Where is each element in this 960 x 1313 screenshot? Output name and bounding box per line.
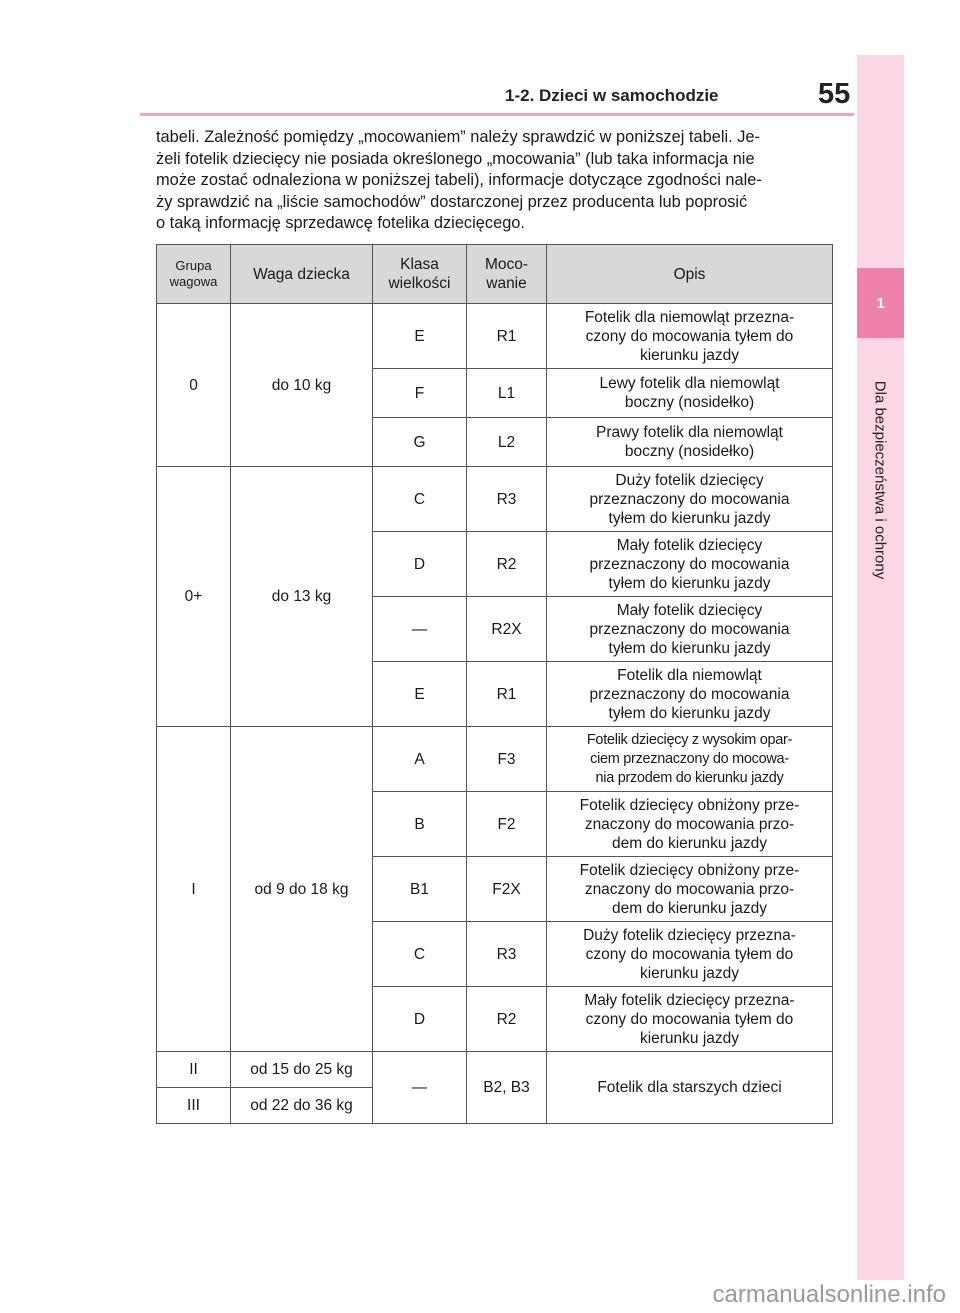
section-title: 1-2. Dzieci w samochodzie	[505, 86, 719, 105]
cell-size-class: C	[373, 922, 467, 987]
cell-description: Fotelik dla starszych dzieci	[547, 1052, 833, 1124]
side-tab	[857, 55, 904, 1280]
cell-fixture: L1	[467, 369, 547, 418]
cell-description: Duży fotelik dziecięcy przeznaczony do mocowania tyłem do kierunku jazdy	[547, 467, 833, 532]
cell-size-class: —	[373, 597, 467, 662]
cell-weight: od 22 do 36 kg	[231, 1088, 373, 1124]
header-group: Grupa wagowa	[157, 245, 231, 304]
intro-line: żeli fotelik dziecięcy nie posiada określonego „mocowania” (lub taka informacja nie	[156, 149, 755, 168]
cell-size-class: A	[373, 727, 467, 792]
cell-size-class: B1	[373, 857, 467, 922]
cell-fixture: F3	[467, 727, 547, 792]
cell-description: Fotelik dziecięcy obniżony prze- znaczony do mocowania przo- dem do kierunku jazdy	[547, 792, 833, 857]
cell-description: Duży fotelik dziecięcy przezna- czony do mocowania tyłem do kierunku jazdy	[547, 922, 833, 987]
cell-size-class: G	[373, 418, 467, 467]
cell-description: Fotelik dziecięcy obniżony prze- znaczony do mocowania przo- dem do kierunku jazdy	[547, 857, 833, 922]
table-row	[157, 304, 833, 369]
cell-description: Mały fotelik dziecięcy przezna- czony do mocowania tyłem do kierunku jazdy	[547, 987, 833, 1052]
cell-group: 0	[157, 304, 231, 467]
cell-description: Prawy fotelik dla niemowląt boczny (nosidełko)	[547, 418, 833, 467]
cell-fixture: F2	[467, 792, 547, 857]
cell-size-class: D	[373, 987, 467, 1052]
cell-fixture: R1	[467, 662, 547, 727]
header-description: Opis	[547, 245, 833, 304]
header-weight: Waga dziecka	[231, 245, 373, 304]
cell-size-class: F	[373, 369, 467, 418]
header-fixture: Moco- wanie	[467, 245, 547, 304]
intro-line: ży sprawdzić na „liście samochodów” dostarczonej przez producenta lub poprosić	[156, 192, 748, 211]
cell-fixture: B2, B3	[467, 1052, 547, 1124]
cell-group: III	[157, 1088, 231, 1124]
cell-weight: do 13 kg	[231, 467, 373, 727]
intro-paragraph	[156, 127, 836, 235]
cell-size-class: E	[373, 662, 467, 727]
watermark: carmanualsonline.info	[712, 1281, 946, 1308]
chapter-number: 1	[857, 268, 904, 338]
cell-description: Fotelik dziecięcy z wysokim opar- ciem przeznaczony do mocowa- nia przodem do kierunku jazdy	[547, 727, 833, 792]
cell-fixture: R1	[467, 304, 547, 369]
header-size-class: Klasa wielkości	[373, 245, 467, 304]
table-row	[157, 467, 833, 532]
cell-weight: do 10 kg	[231, 304, 373, 467]
cell-fixture: R2	[467, 532, 547, 597]
cell-size-class: D	[373, 532, 467, 597]
cell-group: 0+	[157, 467, 231, 727]
cell-weight: od 9 do 18 kg	[231, 727, 373, 1052]
cell-fixture: R3	[467, 467, 547, 532]
cell-description: Mały fotelik dziecięcy przeznaczony do mocowania tyłem do kierunku jazdy	[547, 532, 833, 597]
cell-description: Lewy fotelik dla niemowląt boczny (nosidełko)	[547, 369, 833, 418]
table-row	[157, 727, 833, 792]
chapter-label: Dla bezpieczeństwa i ochrony	[871, 380, 889, 580]
cell-fixture: R2X	[467, 597, 547, 662]
cell-description: Mały fotelik dziecięcy przeznaczony do mocowania tyłem do kierunku jazdy	[547, 597, 833, 662]
intro-line: o taką informację sprzedawcę fotelika dziecięcego.	[156, 214, 525, 232]
cell-fixture: L2	[467, 418, 547, 467]
cell-description: Fotelik dla niemowląt przeznaczony do mocowania tyłem do kierunku jazdy	[547, 662, 833, 727]
cell-fixture: R3	[467, 922, 547, 987]
cell-fixture: R2	[467, 987, 547, 1052]
cell-size-class: E	[373, 304, 467, 369]
cell-fixture: F2X	[467, 857, 547, 922]
table-row	[157, 1052, 833, 1088]
table-header-row	[157, 245, 833, 304]
cell-size-class: B	[373, 792, 467, 857]
header-rule	[140, 113, 854, 116]
intro-line: tabeli. Zależność pomiędzy „mocowaniem” należy sprawdzić w poniższej tabeli. Je-	[156, 128, 760, 146]
cell-group: II	[157, 1052, 231, 1088]
cell-group: I	[157, 727, 231, 1052]
cell-description: Fotelik dla niemowląt przezna- czony do mocowania tyłem do kierunku jazdy	[547, 304, 833, 369]
cell-size-class: C	[373, 467, 467, 532]
page-number: 55	[818, 78, 851, 110]
car-seat-table	[156, 244, 833, 1124]
cell-size-class: —	[373, 1052, 467, 1124]
intro-line: może zostać odnaleziona w poniższej tabeli), informacje dotyczące zgodności nale-	[156, 171, 762, 189]
cell-weight: od 15 do 25 kg	[231, 1052, 373, 1088]
